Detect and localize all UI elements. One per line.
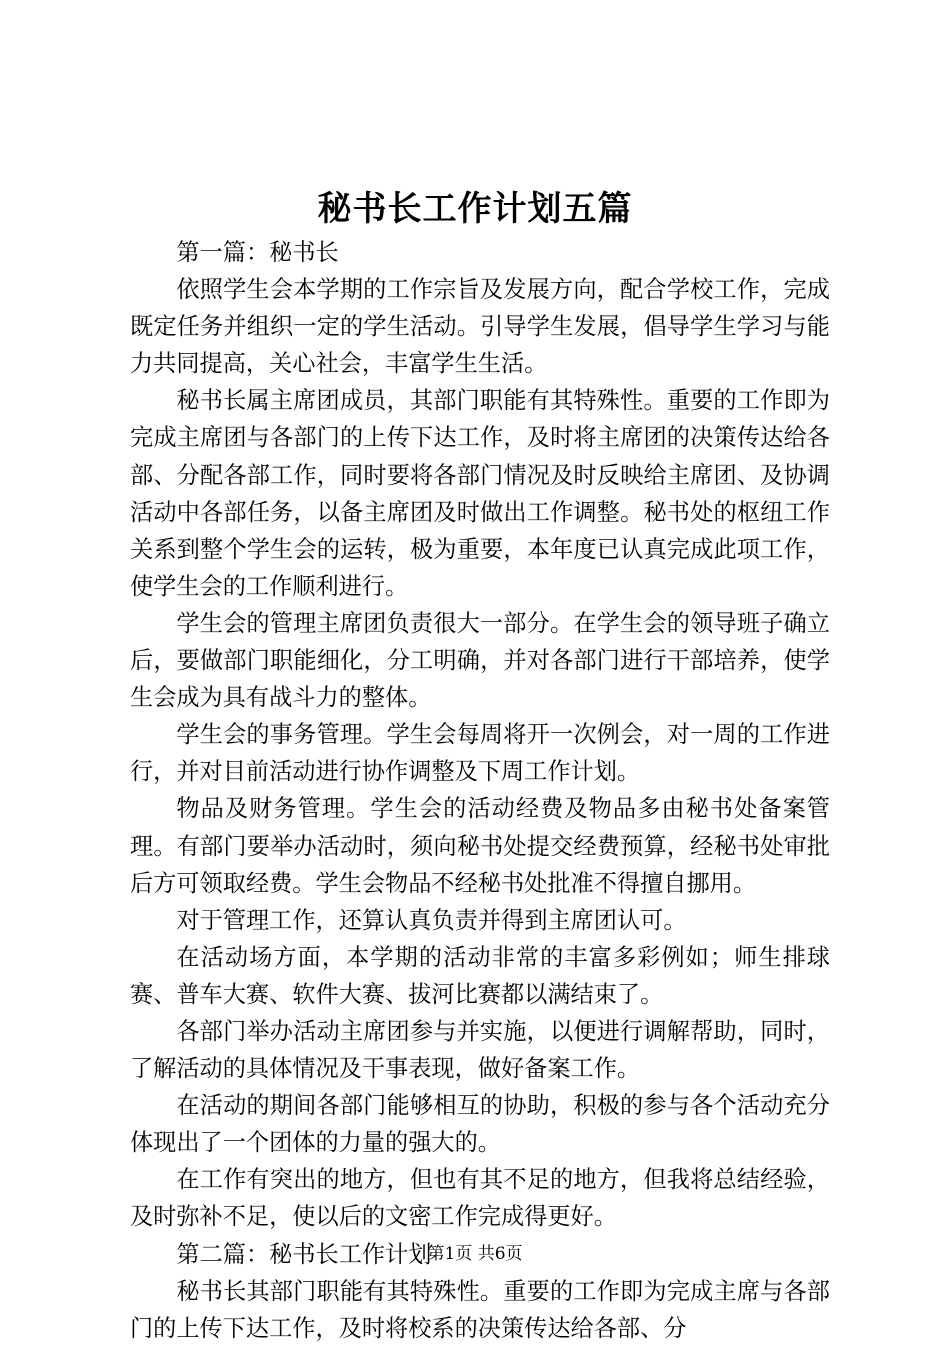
paragraph: 依照学生会本学期的工作宗旨及发展方向，配合学校工作，完成既定任务并组织一定的学生活动。引导学生发展，倡导学生学习与能力共同提高，关心社会，丰富学生生活。	[130, 276, 830, 378]
paragraph: 在工作有突出的地方，但也有其不足的地方，但我将总结经验，及时弥补不足，使以后的文密工作完成得更好。	[130, 1166, 830, 1231]
paragraph: 物品及财务管理。学生会的活动经费及物品多由秘书处备案管理。有部门要举办活动时，须向秘书处提交经费预算，经秘书处审批后方可领取经费。学生会物品不经秘书处批准不得擅自挪用。	[130, 795, 830, 897]
document-body	[130, 234, 830, 1347]
section-heading-1: 第一篇：秘书长	[176, 239, 339, 266]
paragraph: 学生会的事务管理。学生会每周将开一次例会，对一周的工作进行，并对目前活动进行协作调整及下周工作计划。	[130, 721, 830, 786]
paragraph: 在活动场方面，本学期的活动非常的丰富多彩例如；师生排球赛、普车大赛、软件大赛、拔河比赛都以满结束了。	[130, 943, 830, 1008]
paragraph: 秘书长其部门职能有其特殊性。重要的工作即为完成主席与各部门的上传下达工作，及时将校系的决策传达给各部、分	[130, 1277, 830, 1342]
paragraph: 各部门举办活动主席团参与并实施，以便进行调解帮助，同时，了解活动的具体情况及干事表现，做好备案工作。	[130, 1017, 830, 1083]
paragraph: 在活动的期间各部门能够相互的协助，积极的参与各个活动充分体现出了一个团体的力量的强大的。	[130, 1092, 830, 1157]
paragraph: 对于管理工作，还算认真负责并得到主席团认可。	[176, 906, 687, 934]
document-title: 秘书长工作计划五篇	[317, 189, 633, 229]
page-footer: 第1页 共6页	[427, 1244, 523, 1264]
section-heading-2: 第二篇：秘书长工作计划	[176, 1240, 432, 1268]
paragraph: 学生会的管理主席团负责很大一部分。在学生会的领导班子确立后，要做部门职能细化，分工明确，并对各部门进行干部培养，使学生会成为具有战斗力的整体。	[130, 609, 830, 712]
paragraph: 秘书长属主席团成员，其部门职能有其特殊性。重要的工作即为完成主席团与各部门的上传下达工作，及时将主席团的决策传达给各部、分配各部工作，同时要将各部门情况及时反映给主席团、及协调活动中各部任务，以备主席团及时做出工作调整。秘书处的枢纽工作关系到整个学生会的运转，极为重要，本年度已认真完成此项工作，使学生会的工作顺利进行。	[130, 387, 830, 600]
